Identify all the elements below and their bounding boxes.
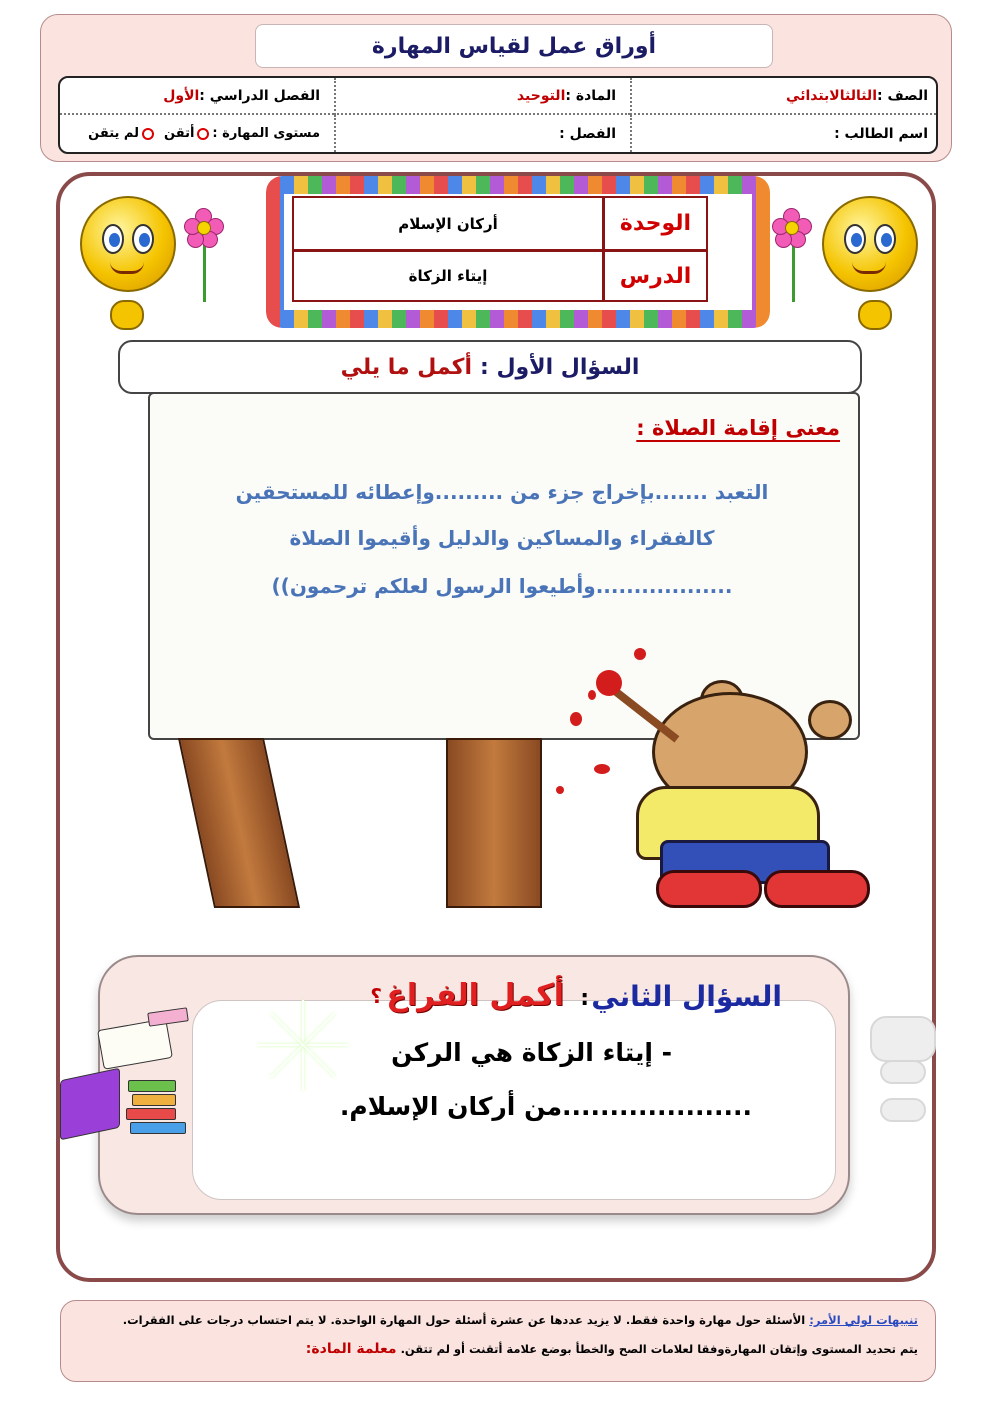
flower-stem-right: [792, 240, 795, 302]
semester-cell: [60, 78, 334, 115]
flower-stem-left: [203, 240, 206, 302]
footer-line-1-text: الأسئلة حول مهارة واحدة فقط. لا يزيد عددها عن عشرة أسئلة حول المهارة الواحدة. لا يتم احتساب درجات على الفقرات.: [122, 1313, 806, 1327]
mastered-option: أتقن: [164, 126, 195, 141]
unit-label: الوحدة: [602, 198, 706, 249]
question2-question-mark: ؟: [370, 984, 382, 1008]
not-mastered-radio-icon[interactable]: [142, 128, 154, 140]
subject-label: المادة :: [565, 87, 616, 104]
semester-value: الأول: [163, 87, 200, 104]
paint-drop-icon: [594, 764, 610, 774]
subject-cell: [334, 78, 630, 115]
footer-notes-label: تنبيهات لولي الأمر:: [809, 1313, 918, 1327]
smiley-right-icon: [822, 196, 918, 292]
question2-line-2[interactable]: ....................من أركان الإسلام.: [339, 1092, 752, 1121]
hand-right-icon: [858, 300, 892, 330]
footer-line-2: [306, 1341, 918, 1357]
grade-cell: [630, 78, 936, 115]
not-mastered-option: لم يتقن: [88, 126, 140, 141]
flower-right-icon: [772, 208, 812, 248]
skill-level-label: مستوى المهارة :: [212, 126, 320, 141]
unit-lesson-table: [292, 196, 708, 302]
decor-pill-icon: [880, 1060, 926, 1084]
unit-value: أركان الإسلام: [398, 214, 498, 233]
footer-line-1: [123, 1313, 918, 1327]
student-name-cell[interactable]: [630, 115, 936, 152]
flower-left-icon: [184, 208, 224, 248]
question1-instruction: أكمل ما يلي: [340, 354, 472, 380]
page-title: أوراق عمل لقياس المهارة: [255, 24, 773, 68]
decor-pill-icon: [880, 1098, 926, 1122]
lesson-label: الدرس: [602, 252, 706, 300]
bear-shoe-left-icon: [656, 870, 762, 908]
unit-row: [294, 198, 706, 249]
easel-leg-center-icon: [446, 738, 542, 908]
semester-label: الفصل الدراسي :: [199, 87, 320, 104]
question2-instruction: أكمل الفراغ: [386, 978, 564, 1013]
lesson-row: [294, 249, 706, 300]
subject-value: التوحيد: [516, 87, 566, 104]
paint-drop-icon: [570, 712, 582, 726]
paint-drop-icon: [634, 648, 646, 660]
paint-drop-icon: [588, 690, 596, 700]
decor-pill-icon: [870, 1016, 936, 1062]
teacher-signature-label: معلمة المادة:: [305, 1341, 397, 1357]
hand-left-icon: [110, 300, 144, 330]
question1-banner: [118, 340, 862, 394]
skill-level-cell: [60, 115, 334, 152]
smiley-left-icon: [80, 196, 176, 292]
question2-title: السؤال الثاني: [591, 980, 782, 1013]
sparkle-icon: [258, 1000, 348, 1090]
paintbrush-tip-icon: [596, 670, 622, 696]
question1-heading: معنى إقامة الصلاة :: [636, 416, 840, 440]
bear-ear-right-icon: [808, 700, 852, 740]
question2-colon: :: [580, 986, 589, 1011]
grade-label: الصف :: [877, 87, 928, 104]
student-name-label: اسم الطالب :: [834, 125, 928, 142]
footer-line-2-text: يتم تحديد المستوى وإتقان المهارةوفقا لعلامات الصح والخطأ بوضع علامة أتقنت أو لم تتقن.: [400, 1342, 918, 1356]
grade-value: الثالثالابتدائي: [786, 87, 877, 104]
question1-line-1[interactable]: التعبد .......بإخراج جزء من .........وإعطائه للمستحقين: [235, 480, 769, 504]
paint-drop-icon: [556, 786, 564, 794]
question2-line-1: - إيتاء الزكاة هي الركن: [391, 1038, 672, 1067]
question1-title: السؤال الأول :: [480, 354, 640, 380]
class-label: الفصل :: [559, 125, 616, 142]
question1-line-3[interactable]: ..................وأطيعوا الرسول لعلكم ترحمون)): [271, 574, 733, 598]
mastered-radio-icon[interactable]: [197, 128, 209, 140]
easel-board: [148, 392, 860, 740]
class-cell[interactable]: [334, 115, 630, 152]
bear-shoe-right-icon: [764, 870, 870, 908]
student-info-box: [58, 76, 938, 154]
question1-line-2[interactable]: كالفقراء والمساكين والدليل وأقيموا الصلاة: [289, 526, 715, 550]
lesson-value: إيتاء الزكاة: [408, 267, 488, 285]
